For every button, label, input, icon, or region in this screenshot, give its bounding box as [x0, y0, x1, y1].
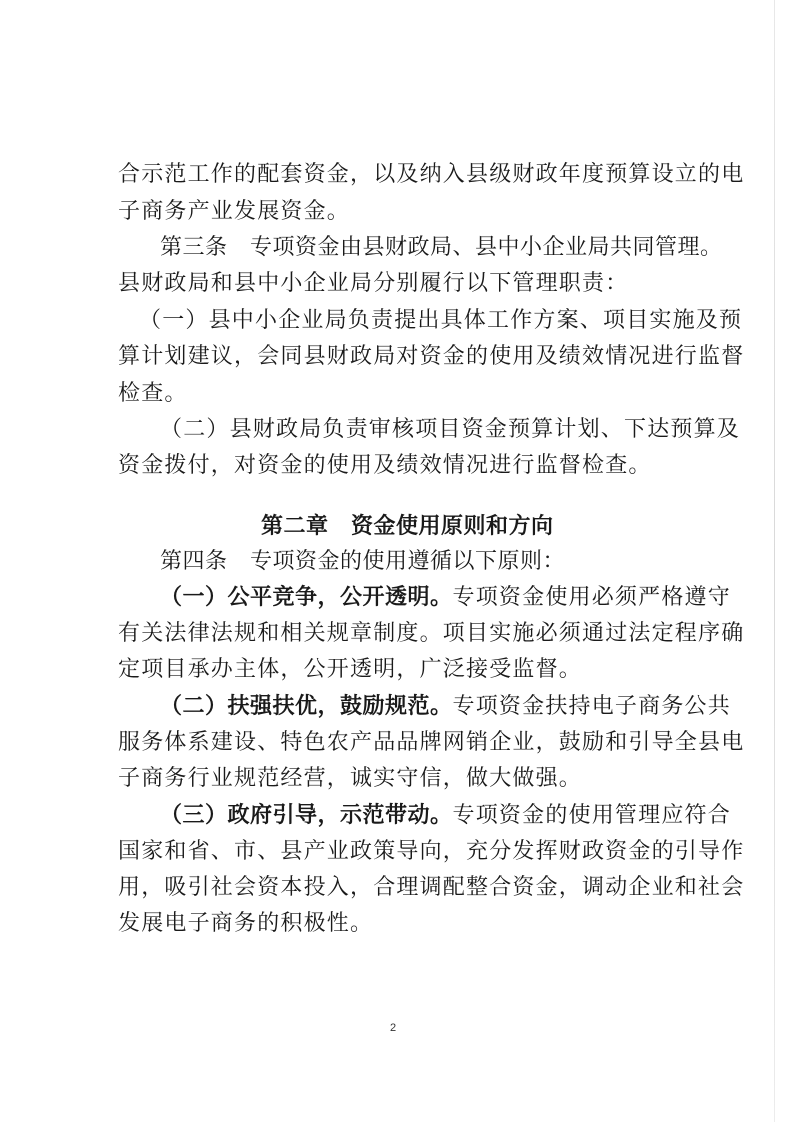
article-3-line: 第三条 专项资金由县财政局、县中小企业局共同管理。: [160, 235, 723, 260]
principle-text: 专项资金扶持电子商务公共: [452, 694, 731, 719]
principle-title: （二）扶强扶优，鼓励规范。: [160, 694, 453, 719]
paragraph-line: 子商务行业规范经营，诚实守信，做大做强。: [118, 766, 583, 791]
article-4-line: 第四条 专项资金的使用遵循以下原则：: [160, 549, 566, 574]
principle-title: （一）公平竞争，公开透明。: [160, 585, 453, 610]
principle-text: 专项资金的使用管理应符合: [452, 803, 731, 828]
paragraph-line: 县财政局和县中小企业局分别履行以下管理职责：: [118, 271, 629, 296]
paragraph-line: 用，吸引社会资本投入，合理调配整合资金，调动企业和社会: [118, 875, 745, 900]
paragraph-line: 算计划建议，会同县财政局对资金的使用及绩效情况进行监督: [118, 344, 745, 369]
chapter-heading: 第二章 资金使用原则和方向: [261, 514, 554, 539]
principle-3-first-line: [160, 802, 731, 830]
paragraph-line: 子商务产业发展资金。: [118, 199, 351, 224]
paragraph-line: 发展电子商务的积极性。: [118, 911, 374, 936]
paragraph-line: 服务体系建设、特色农产品品牌网销企业，鼓励和引导全县电: [118, 730, 745, 755]
paragraph-line: 有关法律法规和相关规章制度。项目实施必须通过法定程序确: [118, 621, 745, 646]
page-number: 2: [390, 1022, 397, 1034]
paragraph-line: （二）县财政局负责审核项目资金预算计划、下达预算及: [160, 417, 741, 442]
scan-edge: [774, 0, 775, 1122]
paragraph-line: 合示范工作的配套资金，以及纳入县级财政年度预算设立的电: [118, 162, 745, 187]
principle-text: 专项资金使用必须严格遵守: [452, 585, 731, 610]
paragraph-line: 资金拨付，对资金的使用及绩效情况进行监督检查。: [118, 453, 652, 478]
paragraph-line: 定项目承办主体，公开透明，广泛接受监督。: [118, 657, 583, 682]
principle-1-first-line: [160, 584, 731, 612]
principle-2-first-line: [160, 693, 731, 721]
paragraph-line: （一）县中小企业局负责提出具体工作方案、项目实施及预: [139, 308, 743, 333]
paragraph-line: 检查。: [118, 381, 188, 406]
principle-title: （三）政府引导，示范带动。: [160, 803, 453, 828]
paragraph-line: 国家和省、市、县产业政策导向，充分发挥财政资金的引导作: [118, 839, 745, 864]
